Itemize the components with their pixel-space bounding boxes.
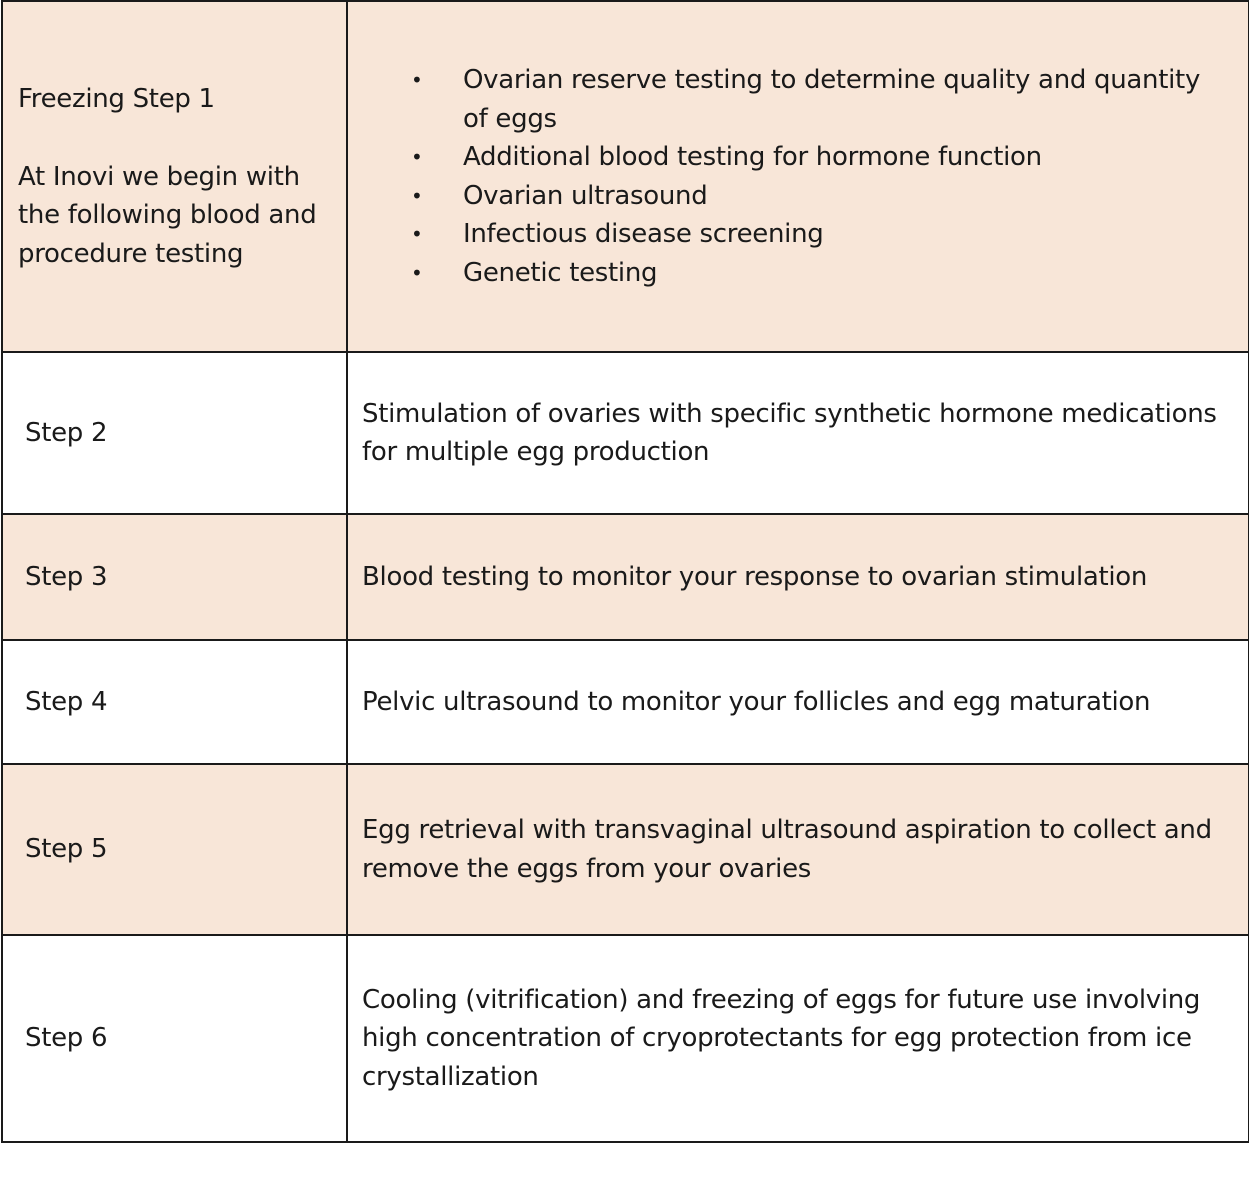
table-row [2,640,1249,764]
list-item: • Additional blood testing for hormone function [406,138,1228,177]
list-item: • Infectious disease screening [406,215,1228,254]
step-intro: At Inovi we begin with the following blood and procedure testing [18,161,317,269]
step-description: Cooling (vitrification) and freezing of eggs for future use involving high concentration of cryoprotectants for egg protection from ice crystallization [347,935,1249,1142]
step-description: Pelvic ultrasound to monitor your follicles and egg maturation [347,640,1249,764]
table-row [2,1,1249,352]
bullet-icon: • [411,183,423,208]
bullet-icon: • [411,68,423,92]
table-row [2,764,1249,935]
list-item: • Ovarian reserve testing to determine quality and quantity of eggs [406,61,1228,138]
table-row [2,514,1249,640]
list-item: • Genetic testing [406,254,1228,293]
bullet-icon: • [411,260,423,285]
step-description-cell [347,1,1249,352]
testing-list [348,61,1248,292]
step-label: Step 6 [2,935,347,1142]
freezing-steps-table [1,0,1249,1143]
step-label-cell [2,1,347,352]
table-row [2,352,1249,514]
step-description: Stimulation of ovaries with specific synthetic hormone medications for multiple egg production [347,352,1249,514]
step-description: Egg retrieval with transvaginal ultrasound aspiration to collect and remove the eggs from your ovaries [347,764,1249,935]
step-label: Step 3 [2,514,347,640]
table-row [2,935,1249,1142]
bullet-icon: • [411,222,423,246]
list-item: • Ovarian ultrasound [406,177,1228,216]
step-label: Step 5 [2,764,347,935]
bullet-icon: • [411,145,423,169]
step-description: Blood testing to monitor your response to ovarian stimulation [347,514,1249,640]
step-label: Step 4 [2,640,347,764]
step-title: Freezing Step 1 [18,84,215,114]
step-label: Step 2 [2,352,347,514]
